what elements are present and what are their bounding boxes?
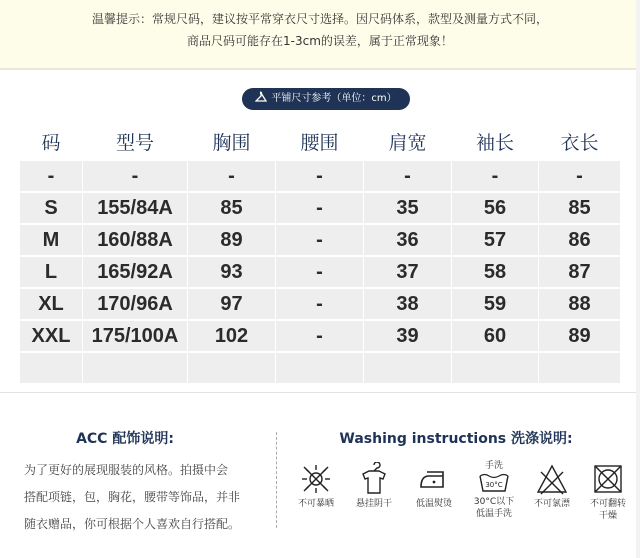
no-sun-dry-icon: [299, 462, 333, 496]
cell-waist: -: [276, 193, 363, 223]
care-no-tumble: [578, 462, 638, 522]
cell-model: [83, 353, 187, 383]
header-length: 衣长: [560, 132, 599, 154]
care-label-2: 干燥: [598, 511, 617, 521]
care-label: 低温熨烫: [415, 499, 452, 509]
table-row: [20, 288, 620, 320]
care-label: 不可翻转: [589, 499, 626, 509]
table-row: [20, 224, 620, 256]
cell-sleeve: 60: [452, 321, 538, 351]
no-tumble-dry-icon: [591, 462, 625, 496]
cell-shoulder: -: [364, 161, 451, 191]
low-iron-icon: [417, 462, 451, 496]
cell-shoulder: 35: [364, 193, 451, 223]
cell-shoulder: 38: [364, 289, 451, 319]
cell-waist: -: [276, 225, 363, 255]
cell-model: -: [83, 161, 187, 191]
care-label: 不可氯漂: [533, 499, 570, 509]
cell-length: 85: [539, 193, 620, 223]
cell-chest: 85: [188, 193, 275, 223]
cell-model: 175/100A: [83, 321, 187, 351]
care-label-2: 低温手洗: [475, 509, 512, 519]
care-low-iron: [404, 462, 464, 510]
cell-length: 86: [539, 225, 620, 255]
care-label: 悬挂阴干: [355, 499, 392, 509]
header-shoulder: 肩宽: [388, 132, 427, 154]
notice-line-2: 商品尺码可能存在1-3cm的误差，属于正常现象！: [187, 34, 453, 48]
cell-size: M: [20, 225, 82, 255]
cell-length: [539, 353, 620, 383]
section-divider: [0, 392, 640, 393]
cell-shoulder: 37: [364, 257, 451, 287]
cell-shoulder: 39: [364, 321, 451, 351]
cell-chest: [188, 353, 275, 383]
cell-chest: 97: [188, 289, 275, 319]
cell-size: [20, 353, 82, 383]
cell-waist: -: [276, 161, 363, 191]
page-edge: [636, 0, 640, 558]
cell-length: 87: [539, 257, 620, 287]
care-no-sun: [286, 462, 346, 510]
cell-chest: -: [188, 161, 275, 191]
hang-dry-icon: [357, 462, 391, 496]
cell-model: 155/84A: [83, 193, 187, 223]
cell-sleeve: 59: [452, 289, 538, 319]
care-hang-dry: [344, 462, 404, 510]
no-bleach-icon: [535, 462, 569, 496]
notice-divider: [0, 68, 640, 70]
hand-wash-30-icon: [477, 472, 511, 494]
hanger-icon: [255, 91, 267, 103]
table-row: [20, 160, 620, 192]
badge-label: 平铺尺寸参考（单位：cm）: [271, 93, 397, 104]
table-row: [20, 320, 620, 352]
header-model: 型号: [115, 132, 154, 154]
cell-size: XXL: [20, 321, 82, 351]
cell-model: 165/92A: [83, 257, 187, 287]
cell-waist: -: [276, 289, 363, 319]
table-row: [20, 192, 620, 224]
cell-chest: 102: [188, 321, 275, 351]
cell-shoulder: 36: [364, 225, 451, 255]
cell-model: 170/96A: [83, 289, 187, 319]
washing-title: Washing instructions 洗涤说明:: [339, 431, 573, 447]
table-row: [20, 352, 620, 384]
cell-length: 89: [539, 321, 620, 351]
vertical-divider: [276, 432, 277, 528]
cell-shoulder: [364, 353, 451, 383]
care-label: 30°C以下: [473, 497, 515, 507]
cell-length: -: [539, 161, 620, 191]
cell-size: XL: [20, 289, 82, 319]
care-hand-wash: [464, 460, 524, 520]
cell-size: S: [20, 193, 82, 223]
header-waist: 腰围: [300, 132, 339, 154]
cell-sleeve: -: [452, 161, 538, 191]
care-no-bleach: [522, 462, 582, 510]
cell-chest: 89: [188, 225, 275, 255]
table-row: [20, 256, 620, 288]
cell-sleeve: 58: [452, 257, 538, 287]
header-size: 码: [41, 132, 61, 154]
cell-waist: -: [276, 321, 363, 351]
cell-waist: [276, 353, 363, 383]
care-label: 不可暴晒: [297, 499, 334, 509]
notice-line-1: 温馨提示：常规尺码，建议按平常穿衣尺寸选择。因尺码体系，款型及测量方式不同，: [91, 12, 548, 26]
cell-sleeve: [452, 353, 538, 383]
header-sleeve: 袖长: [475, 132, 514, 154]
size-reference-badge: [242, 88, 410, 110]
cell-waist: -: [276, 257, 363, 287]
cell-sleeve: 56: [452, 193, 538, 223]
size-notice: [0, 0, 640, 68]
cell-chest: 93: [188, 257, 275, 287]
tub-temp-text: 30°C: [485, 481, 503, 489]
cell-size: L: [20, 257, 82, 287]
acc-title: ACC 配饰说明:: [76, 431, 174, 447]
acc-line-2: 搭配项链，包，胸花，腰带等饰品，并非: [24, 490, 241, 504]
care-top-label: 手洗: [484, 461, 503, 471]
size-table: [20, 160, 620, 384]
acc-line-1: 为了更好的展现服装的风格。拍摄中会: [24, 463, 229, 477]
header-chest: 胸围: [212, 132, 251, 154]
cell-size: -: [20, 161, 82, 191]
cell-sleeve: 57: [452, 225, 538, 255]
cell-length: 88: [539, 289, 620, 319]
acc-line-3: 随衣赠品，你可根据个人喜欢自行搭配。: [24, 517, 241, 531]
cell-model: 160/88A: [83, 225, 187, 255]
